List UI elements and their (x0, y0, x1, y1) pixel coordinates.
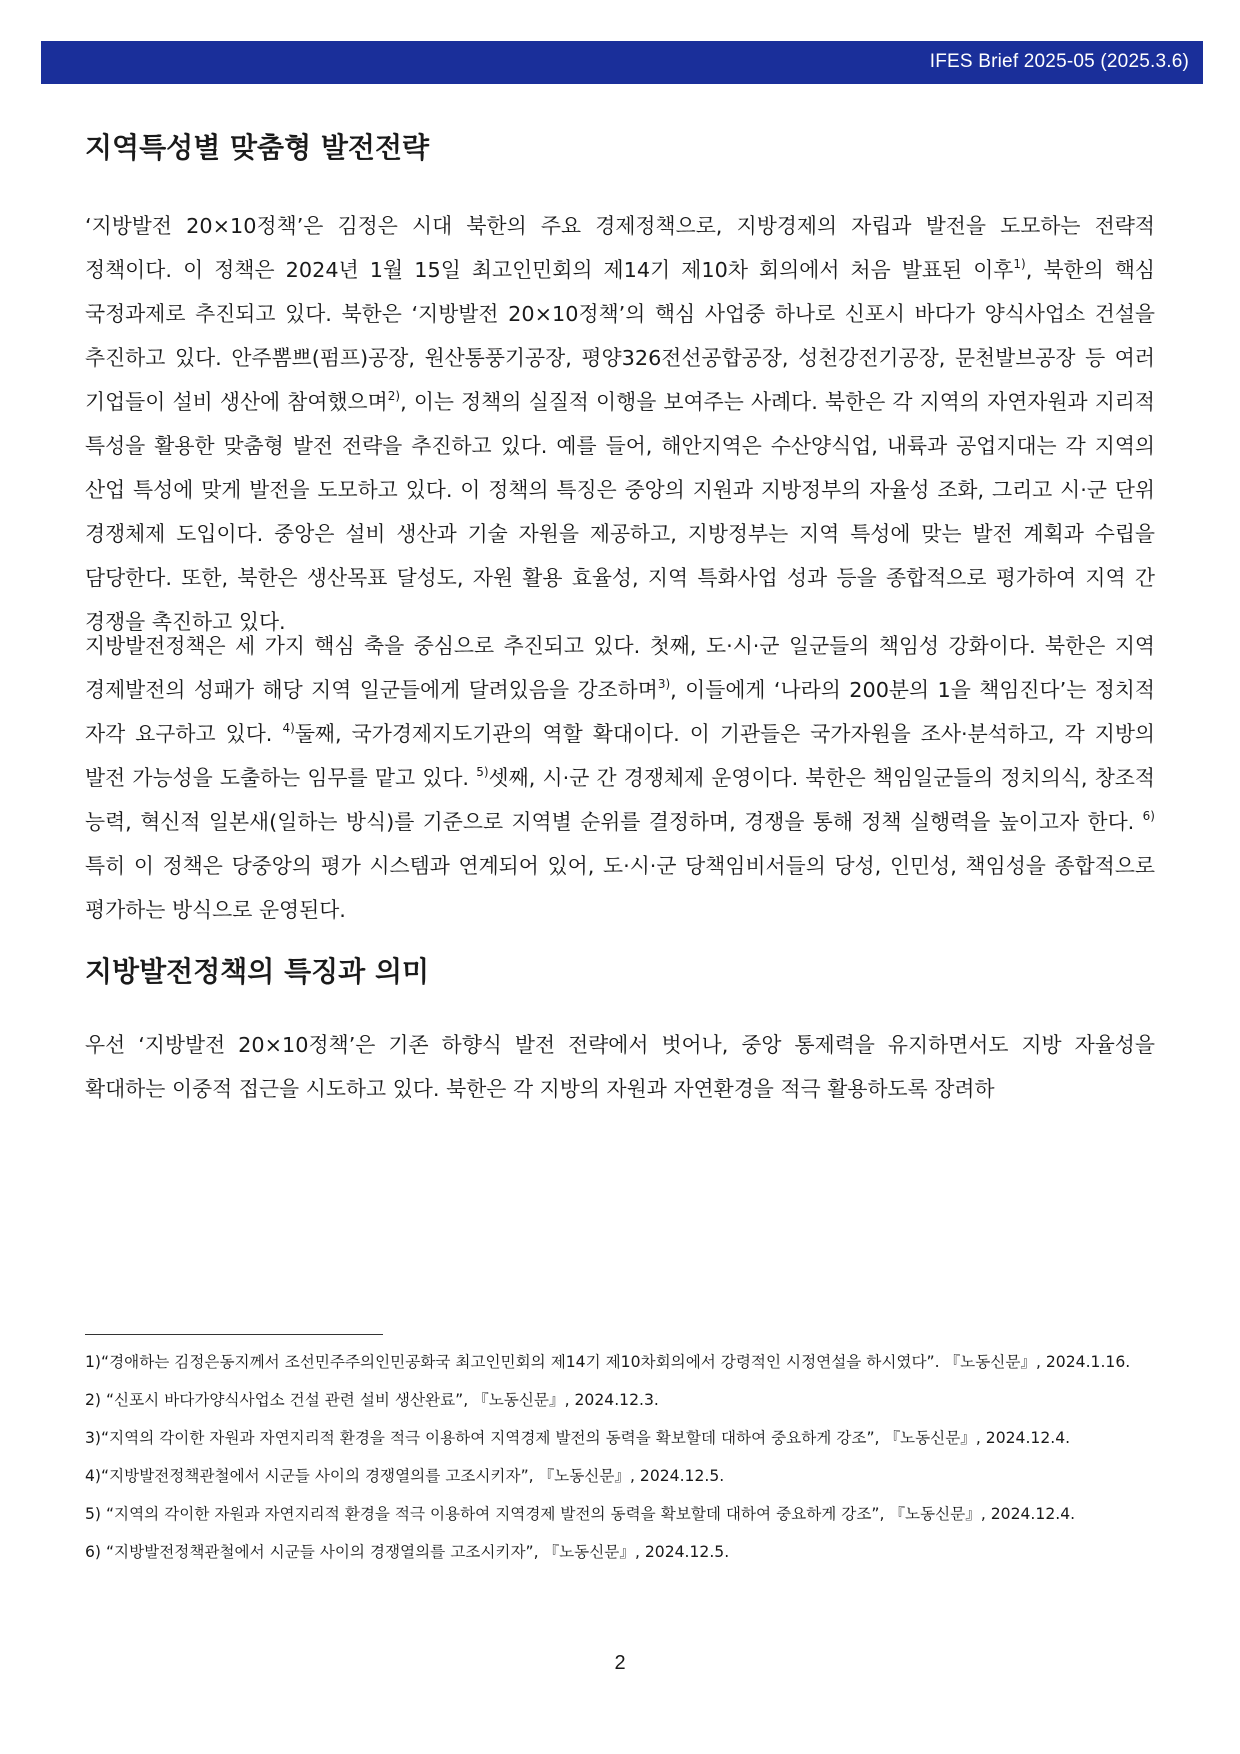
paragraph-text: 지방발전정책은 세 가지 핵심 축을 중심으로 추진되고 있다. 첫째, 도·시·군 일군들의 책임성 강화이다. 북한은 지역 경제발전의 성패가 해당 지역 일군들에게 달려있음을 강조하며 (85, 634, 1155, 702)
section-title-regional-strategy: 지역특성별 맞춤형 발전전략 (85, 131, 430, 164)
paragraph-text: 셋째, 시·군 간 경쟁체제 운영이다. 북한은 책임일군들의 정치의식, 창조적 능력, 혁신적 일본새(일하는 방식)를 기준으로 지역별 순위를 결정하며, 경쟁을 통해 정책 실행력을 높이고자 한다. (85, 766, 1155, 834)
footnote-marker: 1) (1013, 257, 1026, 271)
page-number: 2 (614, 1652, 626, 1674)
footnote-marker: 2) (387, 389, 401, 403)
footnote-divider (85, 1334, 383, 1335)
footnote-6: 6) “지방발전정책관철에서 시군들 사이의 경쟁열의를 고조시키자”, 『노동신문』, 2024.12.5. (85, 1543, 730, 1561)
footnote-5: 5) “지역의 각이한 자원과 자연지리적 환경을 적극 이용하여 지역경제 발전의 동력을 확보할데 대하여 중요하게 강조”, 『노동신문』, 2024.12.4. (85, 1505, 1076, 1523)
footnote-list (85, 1352, 1155, 1580)
body-paragraph-2 (85, 624, 1155, 932)
body-paragraph-1 (85, 204, 1155, 644)
paragraph-text: ‘지방발전 20×10정책’은 김정은 시대 북한의 주요 경제정책으로, 지방경제의 자립과 발전을 도모하는 전략적 정책이다. 이 정책은 2024년 1월 15일 최고인민회의 제14기 제10차 회의에서 처음 발표된 이후 (85, 214, 1155, 282)
paragraph-text: , 이들에게 ‘나라의 200분의 1을 책임진다’는 정치적 자각 요구하고 있다. (85, 678, 1155, 746)
footnote-1: 1)“경애하는 김정은동지께서 조선민주주의인민공화국 최고인민회의 제14기 제10차회의에서 강령적인 시정연설을 하시였다”. 『노동신문』, 2024.1.16. (85, 1353, 1131, 1371)
footnote-4: 4)“지방발전정책관철에서 시군들 사이의 경쟁열의를 고조시키자”, 『노동신문』, 2024.12.5. (85, 1467, 725, 1485)
paragraph-text: 우선 ‘지방발전 20×10정책’은 기존 하향식 발전 전략에서 벗어나, 중앙 통제력을 유지하면서도 지방 자율성을 확대하는 이중적 접근을 시도하고 있다. 북한은 각 지방의 자원과 자연환경을 적극 활용하도록 장려하 (85, 1033, 1155, 1101)
footnote-marker: 4) (282, 721, 295, 735)
section-title-policy-features: 지방발전정책의 특징과 의미 (85, 955, 430, 988)
paragraph-text: , 북한의 핵심 국정과제로 추진되고 있다. 북한은 ‘지방발전 20×10정책’의 핵심 사업중 하나로 신포시 바다가 양식사업소 건설을 추진하고 있다. 안주뽐쁘(펌프)공장, 원산통풍기공장, 평양326전선공합공장, 성천강전기공장, 문천발브공장 등 여러 기업들이 설비 생산에 참여했으며 (85, 258, 1156, 414)
brief-label: IFES Brief 2025-05 (2025.3.6) (929, 51, 1189, 72)
footnote-3: 3)“지역의 각이한 자원과 자연지리적 환경을 적극 이용하여 지역경제 발전의 동력을 확보할데 대하여 중요하게 강조”, 『노동신문』, 2024.12.4. (85, 1429, 1071, 1447)
footnote-marker: 3) (657, 677, 671, 691)
footnote-marker: 6) (1142, 809, 1155, 823)
header-bar (41, 41, 1203, 84)
paragraph-text: , 이는 정책의 실질적 이행을 보여주는 사례다. 북한은 각 지역의 자연자원과 지리적 특성을 활용한 맞춤형 발전 전략을 추진하고 있다. 예를 들어, 해안지역은 수산양식업, 내륙과 공업지대는 각 지역의 산업 특성에 맞게 발전을 도모하고 있다. 이 정책의 특징은 중앙의 지원과 지방정부의 자율성 조화, 그리고 시·군 단위 경쟁체제 도입이다. 중앙은 설비 생산과 기술 자원을 제공하고, 지방정부는 지역 특성에 맞는 발전 계획과 수립을 담당한다. 또한, 북한은 생산목표 달성도, 자원 활용 효율성, 지역 특화사업 성과 등을 종합적으로 평가하여 지역 간 경쟁을 촉진하고 있다. (85, 390, 1155, 634)
paragraph-text: 둘째, 국가경제지도기관의 역할 확대이다. 이 기관들은 국가자원을 조사·분석하고, 각 지방의 발전 가능성을 도출하는 임무를 맡고 있다. (85, 722, 1155, 790)
footnote-2: 2) “신포시 바다가양식사업소 건설 관련 설비 생산완료”, 『노동신문』, 2024.12.3. (85, 1391, 659, 1409)
paragraph-text: 특히 이 정책은 당중앙의 평가 시스템과 연계되어 있어, 도·시·군 당책임비서들의 당성, 인민성, 책임성을 종합적으로 평가하는 방식으로 운영된다. (85, 854, 1155, 922)
body-paragraph-3 (85, 1023, 1155, 1111)
footnote-marker: 5) (476, 765, 489, 779)
